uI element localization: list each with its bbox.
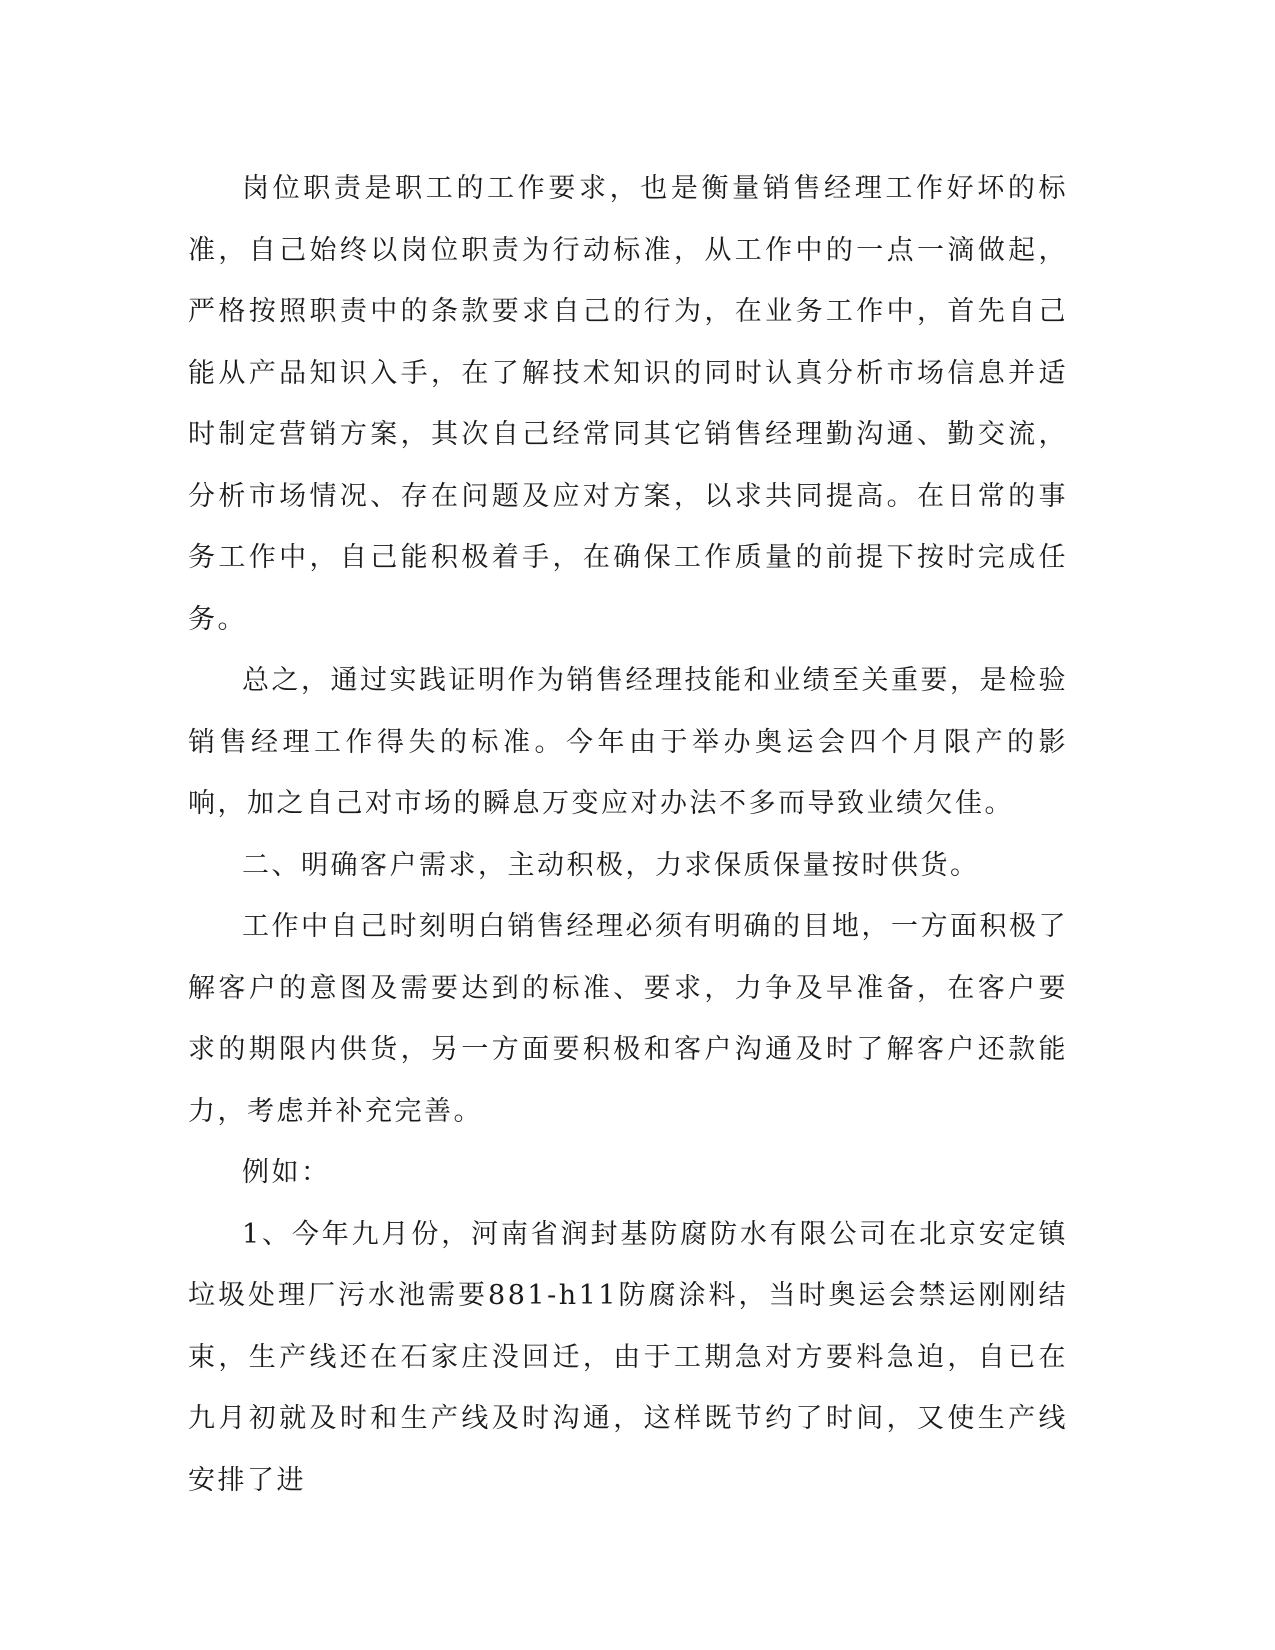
paragraph-example-label: 例如：: [242, 1157, 331, 1188]
document-body: [188, 158, 1068, 1511]
paragraph-customer-communication: 工作中自己时刻明白销售经理必须有明确的目地，一方面积极了解客户的意图及需要达到的标准、要求，力争及早准备，在客户要求的期限内供货，另一方面要积极和客户沟通及时了解客户还款能力，考虑并补充完善。: [188, 911, 1068, 1127]
paragraph-example-1: 1、今年九月份，河南省润封基防腐防水有限公司在北京安定镇垃圾处理厂污水池需要881-h11防腐涂料，当时奥运会禁运刚刚结束，生产线还在石家庄没回迁，由于工期急对方要料急迫，自已在九月初就及时和生产线及时沟通，这样既节约了时间，又使生产线安排了进: [188, 1218, 1068, 1496]
paragraph-summary: 总之，通过实践证明作为销售经理技能和业绩至关重要，是检验销售经理工作得失的标准。今年由于举办奥运会四个月限产的影响，加之自己对市场的瞬息万变应对办法不多而导致业绩欠佳。: [188, 665, 1068, 819]
section-heading-customer-needs: 二、明确客户需求，主动积极，力求保质保量按时供货。: [242, 849, 980, 881]
paragraph-job-duties: 岗位职责是职工的工作要求，也是衡量销售经理工作好坏的标准，自己始终以岗位职责为行动标准，从工作中的一点一滴做起，严格按照职责中的条款要求自己的行为，在业务工作中，首先自己能从产品知识入手，在了解技术知识的同时认真分析市场信息并适时制定营销方案，其次自己经常同其它销售经理勤沟通、勤交流，分析市场情况、存在问题及应对方案，以求共同提高。在日常的事务工作中，自己能积极着手，在确保工作质量的前提下按时完成任务。: [188, 173, 1068, 635]
